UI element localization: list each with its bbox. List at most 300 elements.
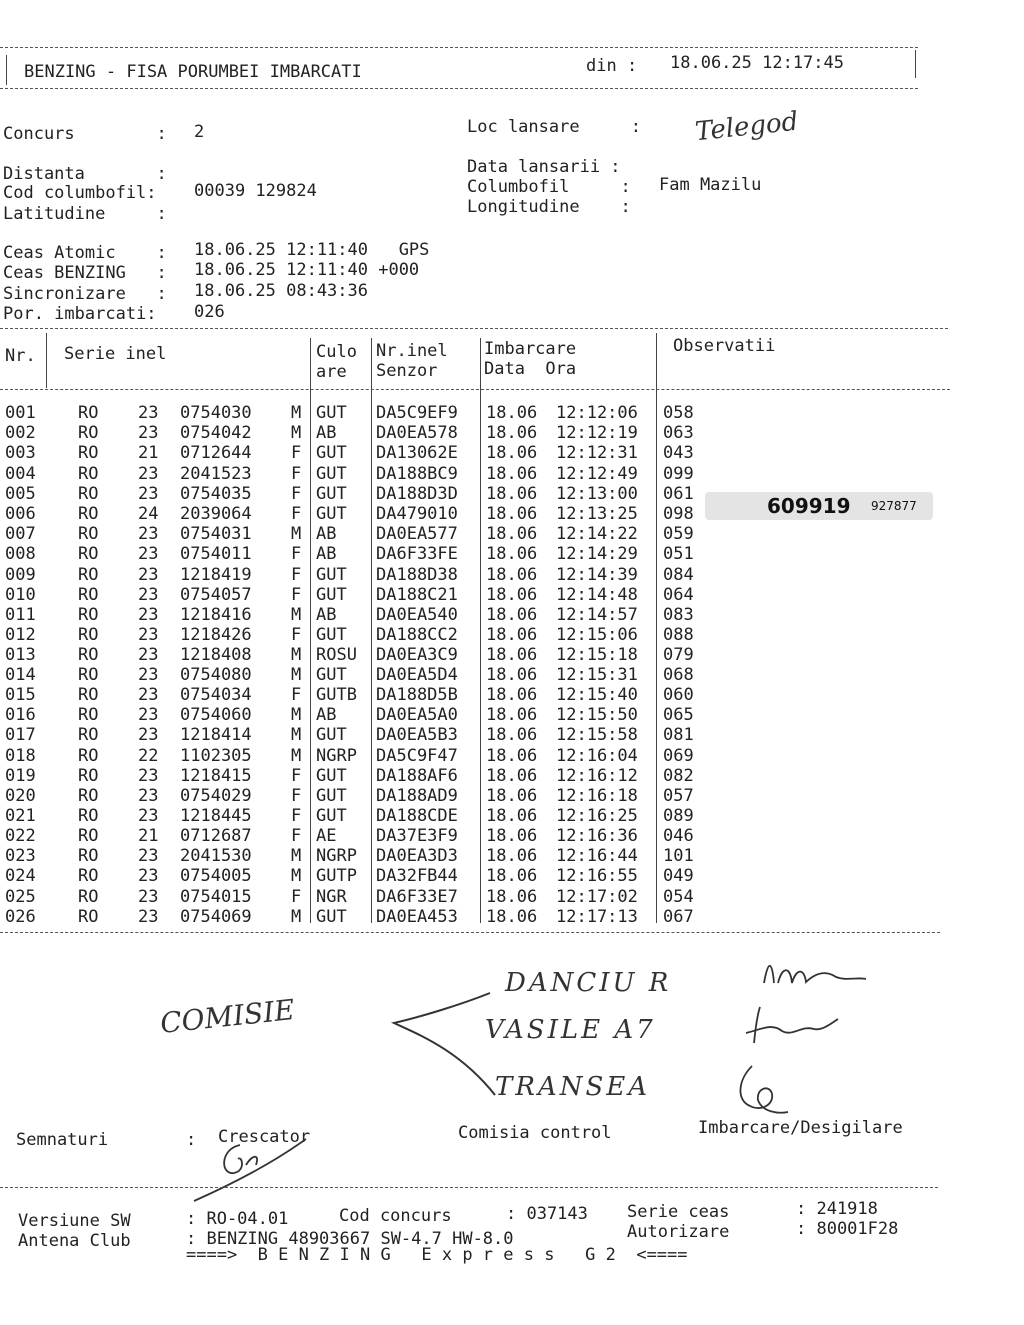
row-ora: 12:13:25 xyxy=(556,504,638,524)
row-tara: RO xyxy=(78,524,99,545)
row-ora: 12:16:18 xyxy=(556,785,638,806)
row-senzor: DA0EA3D3 xyxy=(376,846,458,867)
signatures-separator: : xyxy=(186,1130,197,1150)
row-an: 23 xyxy=(138,544,159,565)
info-cod-label: Cod columbofil: xyxy=(3,183,157,203)
signature-comisia-label: Comisia control xyxy=(458,1123,612,1143)
sticker-stamp xyxy=(705,492,933,520)
row-nr: 025 xyxy=(5,886,36,907)
row-ora: 12:15:31 xyxy=(556,664,638,685)
table-row xyxy=(0,846,720,866)
row-obs: 051 xyxy=(663,544,694,565)
row-culoare: NGRP xyxy=(316,846,357,867)
row-ora: 12:17:02 xyxy=(556,886,638,907)
row-senzor: DA37E3F9 xyxy=(376,826,458,847)
row-nr: 019 xyxy=(5,765,36,786)
row-an: 23 xyxy=(138,463,159,484)
row-obs: 082 xyxy=(663,765,694,786)
row-sex: M xyxy=(291,846,302,867)
row-an: 23 xyxy=(138,785,159,806)
row-tara: RO xyxy=(78,625,99,646)
clock-benzing-value: 18.06.25 12:11:40 +000 xyxy=(194,260,420,280)
footer-antena-value: : BENZING 48903667 SW-4.7 HW-8.0 xyxy=(186,1229,514,1249)
row-obs: 064 xyxy=(663,584,694,605)
row-data: 18.06 xyxy=(486,625,538,646)
row-ora: 12:15:58 xyxy=(556,725,638,746)
col-header-culoare-1: Culo xyxy=(316,342,357,362)
row-culoare: GUT xyxy=(316,483,347,504)
row-tara: RO xyxy=(78,483,99,504)
row-culoare: GUT xyxy=(316,443,347,464)
row-inel: 0754030 xyxy=(180,403,252,423)
info-latitudine-label: Latitudine : xyxy=(3,204,167,224)
row-an: 23 xyxy=(138,806,159,826)
table-top-border xyxy=(0,328,948,329)
row-ora: 12:15:50 xyxy=(556,705,638,726)
row-nr: 013 xyxy=(5,645,36,666)
row-culoare: AB xyxy=(316,605,337,625)
clock-count-label: Por. imbarcati: xyxy=(3,304,167,324)
row-inel: 2041530 xyxy=(180,846,252,867)
row-an: 23 xyxy=(138,645,159,666)
signature-1 xyxy=(760,955,870,990)
row-inel: 0754042 xyxy=(180,423,252,444)
signature-crescator-label: Crescator xyxy=(218,1127,311,1147)
row-senzor: DA0EA453 xyxy=(376,906,458,927)
row-obs: 043 xyxy=(663,443,694,464)
row-ora: 12:16:04 xyxy=(556,745,638,766)
row-culoare: NGRP xyxy=(316,745,357,766)
handwritten-loc: Telegod xyxy=(693,106,800,148)
row-tara: RO xyxy=(78,806,99,826)
row-nr: 017 xyxy=(5,725,36,746)
row-ora: 12:15:18 xyxy=(556,645,638,666)
handwritten-name-2: VASILE A7 xyxy=(485,1015,656,1045)
row-data: 18.06 xyxy=(486,483,538,504)
row-data: 18.06 xyxy=(486,785,538,806)
date-label: din : xyxy=(586,56,638,76)
table-row xyxy=(0,725,720,745)
row-nr: 015 xyxy=(5,685,36,706)
row-culoare: GUT xyxy=(316,765,347,786)
row-inel: 0754069 xyxy=(180,906,252,927)
row-an: 24 xyxy=(138,504,159,524)
table-row xyxy=(0,806,720,826)
row-ora: 12:14:39 xyxy=(556,564,638,585)
row-obs: 079 xyxy=(663,645,694,666)
row-obs: 046 xyxy=(663,826,694,847)
table-row xyxy=(0,665,720,685)
row-sex: M xyxy=(291,423,302,444)
row-nr: 022 xyxy=(5,826,36,847)
row-ora: 12:12:49 xyxy=(556,463,638,484)
col-header-nr: Nr. xyxy=(5,346,36,366)
row-an: 23 xyxy=(138,705,159,726)
signature-2 xyxy=(742,1003,842,1048)
signature-3 xyxy=(732,1060,792,1120)
row-nr: 009 xyxy=(5,564,36,585)
row-an: 22 xyxy=(138,745,159,766)
info-distanta-label: Distanta : xyxy=(3,164,167,184)
col-header-serie: Serie inel xyxy=(64,344,167,364)
row-obs: 061 xyxy=(663,483,694,504)
row-data: 18.06 xyxy=(486,443,538,464)
row-senzor: DA32FB44 xyxy=(376,866,458,887)
table-row xyxy=(0,585,720,605)
row-an: 23 xyxy=(138,423,159,444)
row-senzor: DA0EA5B3 xyxy=(376,725,458,746)
row-culoare: AB xyxy=(316,705,337,726)
row-tara: RO xyxy=(78,826,99,847)
row-nr: 014 xyxy=(5,664,36,685)
row-sex: F xyxy=(291,443,302,464)
row-senzor: DA188C21 xyxy=(376,584,458,605)
row-data: 18.06 xyxy=(486,685,538,706)
row-data: 18.06 xyxy=(486,645,538,666)
table-row xyxy=(0,484,720,504)
row-inel: 0754057 xyxy=(180,584,252,605)
row-inel: 1218419 xyxy=(180,564,252,585)
row-nr: 001 xyxy=(5,403,36,423)
row-nr: 002 xyxy=(5,423,36,444)
row-sex: M xyxy=(291,524,302,545)
header-right-border xyxy=(915,50,916,78)
row-nr: 026 xyxy=(5,906,36,927)
row-tara: RO xyxy=(78,846,99,867)
row-an: 23 xyxy=(138,483,159,504)
row-tara: RO xyxy=(78,564,99,585)
row-obs: 060 xyxy=(663,685,694,706)
row-senzor: DA0EA577 xyxy=(376,524,458,545)
row-nr: 006 xyxy=(5,504,36,524)
row-senzor: DA188AF6 xyxy=(376,765,458,786)
footer-cod-label: Cod concurs xyxy=(339,1206,452,1226)
row-sex: F xyxy=(291,463,302,484)
row-nr: 008 xyxy=(5,544,36,565)
row-ora: 12:15:40 xyxy=(556,685,638,706)
row-ora: 12:14:22 xyxy=(556,524,638,545)
handwritten-comisie: COMISIE xyxy=(158,993,297,1040)
row-culoare: GUT xyxy=(316,664,347,685)
footer-serie-value: : 241918 xyxy=(796,1199,878,1219)
row-an: 23 xyxy=(138,664,159,685)
signature-crescator xyxy=(190,1135,310,1205)
row-an: 23 xyxy=(138,584,159,605)
row-tara: RO xyxy=(78,886,99,907)
row-senzor: DA479010 xyxy=(376,504,458,524)
row-tara: RO xyxy=(78,906,99,927)
row-sex: F xyxy=(291,765,302,786)
row-ora: 12:13:00 xyxy=(556,483,638,504)
row-tara: RO xyxy=(78,463,99,484)
row-obs: 089 xyxy=(663,806,694,826)
row-an: 21 xyxy=(138,443,159,464)
row-senzor: DA188AD9 xyxy=(376,785,458,806)
row-sex: F xyxy=(291,685,302,706)
row-obs: 065 xyxy=(663,705,694,726)
footer-versiune-label: Versiune SW xyxy=(18,1211,131,1231)
row-data: 18.06 xyxy=(486,705,538,726)
row-senzor: DA0EA540 xyxy=(376,605,458,625)
row-culoare: GUT xyxy=(316,725,347,746)
row-inel: 1218414 xyxy=(180,725,252,746)
table-row xyxy=(0,605,720,625)
row-obs: 049 xyxy=(663,866,694,887)
row-sex: F xyxy=(291,483,302,504)
table-row xyxy=(0,464,720,484)
row-sex: F xyxy=(291,785,302,806)
row-an: 23 xyxy=(138,725,159,746)
row-nr: 007 xyxy=(5,524,36,545)
header-top-border xyxy=(0,47,918,48)
row-obs: 083 xyxy=(663,605,694,625)
row-sex: F xyxy=(291,544,302,565)
col-sep-1 xyxy=(46,333,47,388)
row-ora: 12:14:48 xyxy=(556,584,638,605)
row-tara: RO xyxy=(78,745,99,766)
table-row xyxy=(0,443,720,463)
row-obs: 058 xyxy=(663,403,694,423)
row-nr: 020 xyxy=(5,785,36,806)
info-cod-value: 00039 129824 xyxy=(194,181,317,201)
table-row xyxy=(0,423,720,443)
table-row xyxy=(0,705,720,725)
info-data-lansarii-label: Data lansarii : xyxy=(467,157,621,177)
table-row xyxy=(0,766,720,786)
row-senzor: DA5C9EF9 xyxy=(376,403,458,423)
row-tara: RO xyxy=(78,584,99,605)
row-obs: 101 xyxy=(663,846,694,867)
row-ora: 12:12:06 xyxy=(556,403,638,423)
row-senzor: DA6F33FE xyxy=(376,544,458,565)
row-tara: RO xyxy=(78,504,99,524)
row-sex: M xyxy=(291,745,302,766)
table-row xyxy=(0,907,720,927)
handwritten-name-3: TRANSEA xyxy=(495,1072,651,1102)
footer-autorizare-value: : 80001F28 xyxy=(796,1219,899,1239)
row-data: 18.06 xyxy=(486,866,538,887)
row-sex: M xyxy=(291,725,302,746)
row-an: 23 xyxy=(138,564,159,585)
row-inel: 0754015 xyxy=(180,886,252,907)
row-tara: RO xyxy=(78,664,99,685)
row-sex: F xyxy=(291,806,302,826)
sticker-main-number: 609919 xyxy=(767,494,851,518)
row-senzor: DA5C9F47 xyxy=(376,745,458,766)
row-senzor: DA188D3D xyxy=(376,483,458,504)
footer-top-border xyxy=(0,1187,938,1188)
col-header-imbarcare-2: Data Ora xyxy=(484,359,577,379)
row-inel: 2039064 xyxy=(180,504,252,524)
row-nr: 023 xyxy=(5,846,36,867)
row-culoare: GUTP xyxy=(316,866,357,887)
row-data: 18.06 xyxy=(486,423,538,444)
row-senzor: DA188BC9 xyxy=(376,463,458,484)
row-obs: 059 xyxy=(663,524,694,545)
footer-autorizare-label: Autorizare xyxy=(627,1222,730,1242)
info-loc-label: Loc lansare : xyxy=(467,117,641,137)
row-inel: 1102305 xyxy=(180,745,252,766)
table-row xyxy=(0,625,720,645)
row-data: 18.06 xyxy=(486,605,538,625)
table-bottom-border xyxy=(0,932,940,933)
row-tara: RO xyxy=(78,685,99,706)
row-culoare: AB xyxy=(316,423,337,444)
row-an: 21 xyxy=(138,826,159,847)
row-data: 18.06 xyxy=(486,906,538,927)
table-row xyxy=(0,403,720,423)
row-sex: F xyxy=(291,886,302,907)
row-inel: 0754060 xyxy=(180,705,252,726)
row-ora: 12:16:44 xyxy=(556,846,638,867)
table-row xyxy=(0,887,720,907)
row-inel: 1218426 xyxy=(180,625,252,646)
row-ora: 12:15:06 xyxy=(556,625,638,646)
signature-imbarcare-label: Imbarcare/Desigilare xyxy=(698,1118,903,1138)
table-row xyxy=(0,826,720,846)
table-row xyxy=(0,786,720,806)
row-senzor: DA0EA5A0 xyxy=(376,705,458,726)
row-culoare: AB xyxy=(316,524,337,545)
row-senzor: DA6F33E7 xyxy=(376,886,458,907)
clock-sync-value: 18.06.25 08:43:36 xyxy=(194,281,368,301)
row-data: 18.06 xyxy=(486,504,538,524)
row-culoare: GUT xyxy=(316,785,347,806)
row-inel: 0754034 xyxy=(180,685,252,706)
row-culoare: GUT xyxy=(316,906,347,927)
row-an: 23 xyxy=(138,765,159,786)
date-value: 18.06.25 12:17:45 xyxy=(670,53,844,73)
row-tara: RO xyxy=(78,725,99,746)
table-row xyxy=(0,565,720,585)
clock-sync-label: Sincronizare : xyxy=(3,284,177,304)
row-ora: 12:16:55 xyxy=(556,866,638,887)
clock-atomic-value: 18.06.25 12:11:40 GPS xyxy=(194,240,430,260)
row-obs: 057 xyxy=(663,785,694,806)
row-culoare: AE xyxy=(316,826,337,847)
header-bottom-border xyxy=(0,88,918,89)
row-data: 18.06 xyxy=(486,664,538,685)
row-tara: RO xyxy=(78,423,99,444)
row-sex: M xyxy=(291,645,302,666)
row-nr: 016 xyxy=(5,705,36,726)
row-inel: 0754011 xyxy=(180,544,252,565)
row-obs: 099 xyxy=(663,463,694,484)
row-sex: F xyxy=(291,564,302,585)
row-data: 18.06 xyxy=(486,584,538,605)
row-ora: 12:12:19 xyxy=(556,423,638,444)
row-tara: RO xyxy=(78,645,99,666)
row-data: 18.06 xyxy=(486,806,538,826)
row-ora: 12:16:25 xyxy=(556,806,638,826)
row-nr: 011 xyxy=(5,605,36,625)
row-an: 23 xyxy=(138,886,159,907)
footer-antena-label: Antena Club xyxy=(18,1231,131,1251)
row-data: 18.06 xyxy=(486,524,538,545)
row-nr: 003 xyxy=(5,443,36,464)
row-obs: 069 xyxy=(663,745,694,766)
footer-versiune-value: : RO-04.01 xyxy=(186,1209,289,1229)
row-obs: 063 xyxy=(663,423,694,444)
row-nr: 024 xyxy=(5,866,36,887)
row-culoare: GUTB xyxy=(316,685,357,706)
row-obs: 054 xyxy=(663,886,694,907)
row-culoare: GUT xyxy=(316,625,347,646)
info-columbofil-label: Columbofil : xyxy=(467,177,631,197)
row-senzor: DA0EA578 xyxy=(376,423,458,444)
handwritten-name-1: DANCIU R xyxy=(505,968,672,998)
info-longitudine-label: Longitudine : xyxy=(467,197,631,217)
row-sex: F xyxy=(291,504,302,524)
row-senzor: DA188D5B xyxy=(376,685,458,706)
row-culoare: NGR xyxy=(316,886,347,907)
table-row xyxy=(0,685,720,705)
row-senzor: DA188D38 xyxy=(376,564,458,585)
table-header-bottom-border xyxy=(0,389,950,390)
row-obs: 068 xyxy=(663,664,694,685)
footer-express-banner: ====> B E N Z I N G E x p r e s s G 2 <==== xyxy=(186,1245,688,1265)
row-tara: RO xyxy=(78,765,99,786)
row-sex: F xyxy=(291,584,302,605)
row-inel: 0754031 xyxy=(180,524,252,545)
row-culoare: GUT xyxy=(316,564,347,585)
row-nr: 010 xyxy=(5,584,36,605)
row-inel: 0712644 xyxy=(180,443,252,464)
row-ora: 12:12:31 xyxy=(556,443,638,464)
row-tara: RO xyxy=(78,866,99,887)
row-ora: 12:17:13 xyxy=(556,906,638,927)
row-obs: 084 xyxy=(663,564,694,585)
row-nr: 004 xyxy=(5,463,36,484)
info-concurs-value: 2 xyxy=(194,122,205,142)
table-row xyxy=(0,504,720,524)
clock-count-value: 026 xyxy=(194,302,225,322)
document-title: BENZING - FISA PORUMBEI IMBARCATI xyxy=(24,62,362,82)
row-inel: 0712687 xyxy=(180,826,252,847)
handwritten-arrow xyxy=(380,985,500,1105)
row-data: 18.06 xyxy=(486,725,538,746)
row-inel: 0754080 xyxy=(180,664,252,685)
row-an: 23 xyxy=(138,685,159,706)
footer-serie-label: Serie ceas xyxy=(627,1202,730,1222)
table-row xyxy=(0,866,720,886)
row-obs: 081 xyxy=(663,725,694,746)
row-senzor: DA0EA3C9 xyxy=(376,645,458,666)
row-sex: F xyxy=(291,625,302,646)
row-sex: M xyxy=(291,906,302,927)
header-left-border xyxy=(6,55,7,85)
row-tara: RO xyxy=(78,785,99,806)
row-culoare: GUT xyxy=(316,504,347,524)
row-nr: 012 xyxy=(5,625,36,646)
row-an: 23 xyxy=(138,866,159,887)
row-culoare: GUT xyxy=(316,403,347,423)
sticker-small-number: 927877 xyxy=(871,499,917,513)
row-sex: M xyxy=(291,705,302,726)
row-tara: RO xyxy=(78,705,99,726)
row-sex: M xyxy=(291,403,302,423)
row-tara: RO xyxy=(78,544,99,565)
row-inel: 1218408 xyxy=(180,645,252,666)
row-data: 18.06 xyxy=(486,826,538,847)
row-ora: 12:16:12 xyxy=(556,765,638,786)
row-senzor: DA0EA5D4 xyxy=(376,664,458,685)
row-obs: 098 xyxy=(663,504,694,524)
row-an: 23 xyxy=(138,625,159,646)
row-an: 23 xyxy=(138,524,159,545)
row-sex: M xyxy=(291,605,302,625)
row-data: 18.06 xyxy=(486,765,538,786)
